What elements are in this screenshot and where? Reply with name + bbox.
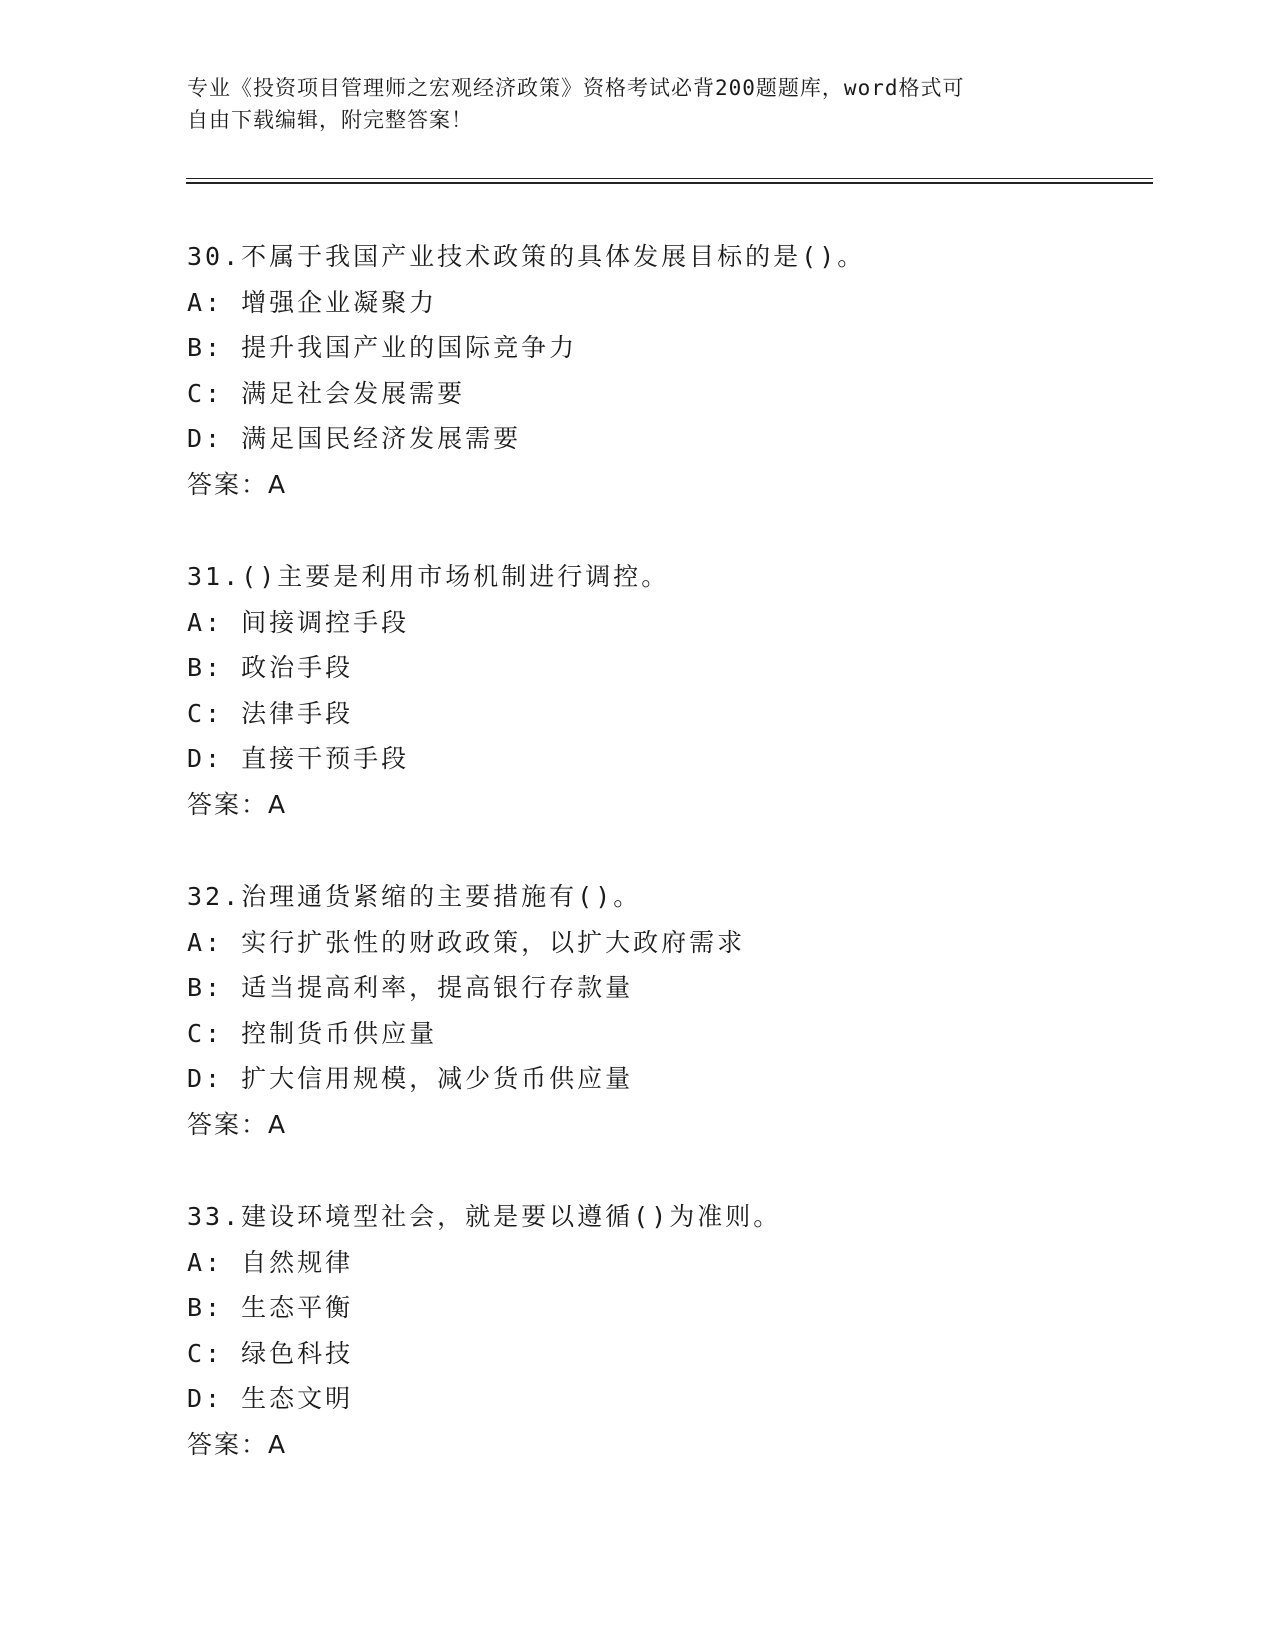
answer: 答案：A <box>187 1429 288 1459</box>
question-stem: 32.治理通货紧缩的主要措施有()。 <box>187 882 642 911</box>
option-b: B: 生态平衡 <box>187 1293 354 1322</box>
option-c: C: 法律手段 <box>187 698 354 728</box>
question-list <box>187 234 1147 1514</box>
document-header <box>187 72 1067 136</box>
option-a: A: 自然规律 <box>187 1247 354 1277</box>
header-title-line-2: 自由下载编辑，附完整答案！ <box>187 108 473 132</box>
option-b: B: 政治手段 <box>187 653 354 682</box>
question-31 <box>187 554 1147 874</box>
option-a: A: 增强企业凝聚力 <box>187 287 438 317</box>
option-a: A: 间接调控手段 <box>187 607 410 637</box>
question-32 <box>187 874 1147 1194</box>
question-33 <box>187 1194 1147 1514</box>
option-a: A: 实行扩张性的财政政策，以扩大政府需求 <box>187 927 746 957</box>
question-stem: 33.建设环境型社会，就是要以遵循()为准则。 <box>187 1202 782 1231</box>
question-30 <box>187 234 1147 554</box>
answer: 答案：A <box>187 469 288 499</box>
header-title-line-1: 专业《投资项目管理师之宏观经济政策》资格考试必背200题题库，word格式可 <box>187 76 965 100</box>
option-d: D: 生态文明 <box>187 1384 354 1413</box>
question-stem: 31.()主要是利用市场机制进行调控。 <box>187 562 670 591</box>
option-b: B: 提升我国产业的国际竞争力 <box>187 333 578 362</box>
option-c: C: 控制货币供应量 <box>187 1018 438 1048</box>
option-d: D: 直接干预手段 <box>187 744 410 773</box>
option-d: D: 扩大信用规模，减少货币供应量 <box>187 1064 634 1093</box>
option-c: C: 绿色科技 <box>187 1338 354 1368</box>
option-c: C: 满足社会发展需要 <box>187 378 466 408</box>
option-b: B: 适当提高利率，提高银行存款量 <box>187 973 634 1002</box>
option-d: D: 满足国民经济发展需要 <box>187 424 522 453</box>
answer: 答案：A <box>187 789 288 819</box>
question-stem: 30.不属于我国产业技术政策的具体发展目标的是()。 <box>187 242 866 271</box>
answer: 答案：A <box>187 1109 288 1139</box>
header-divider <box>186 178 1153 184</box>
